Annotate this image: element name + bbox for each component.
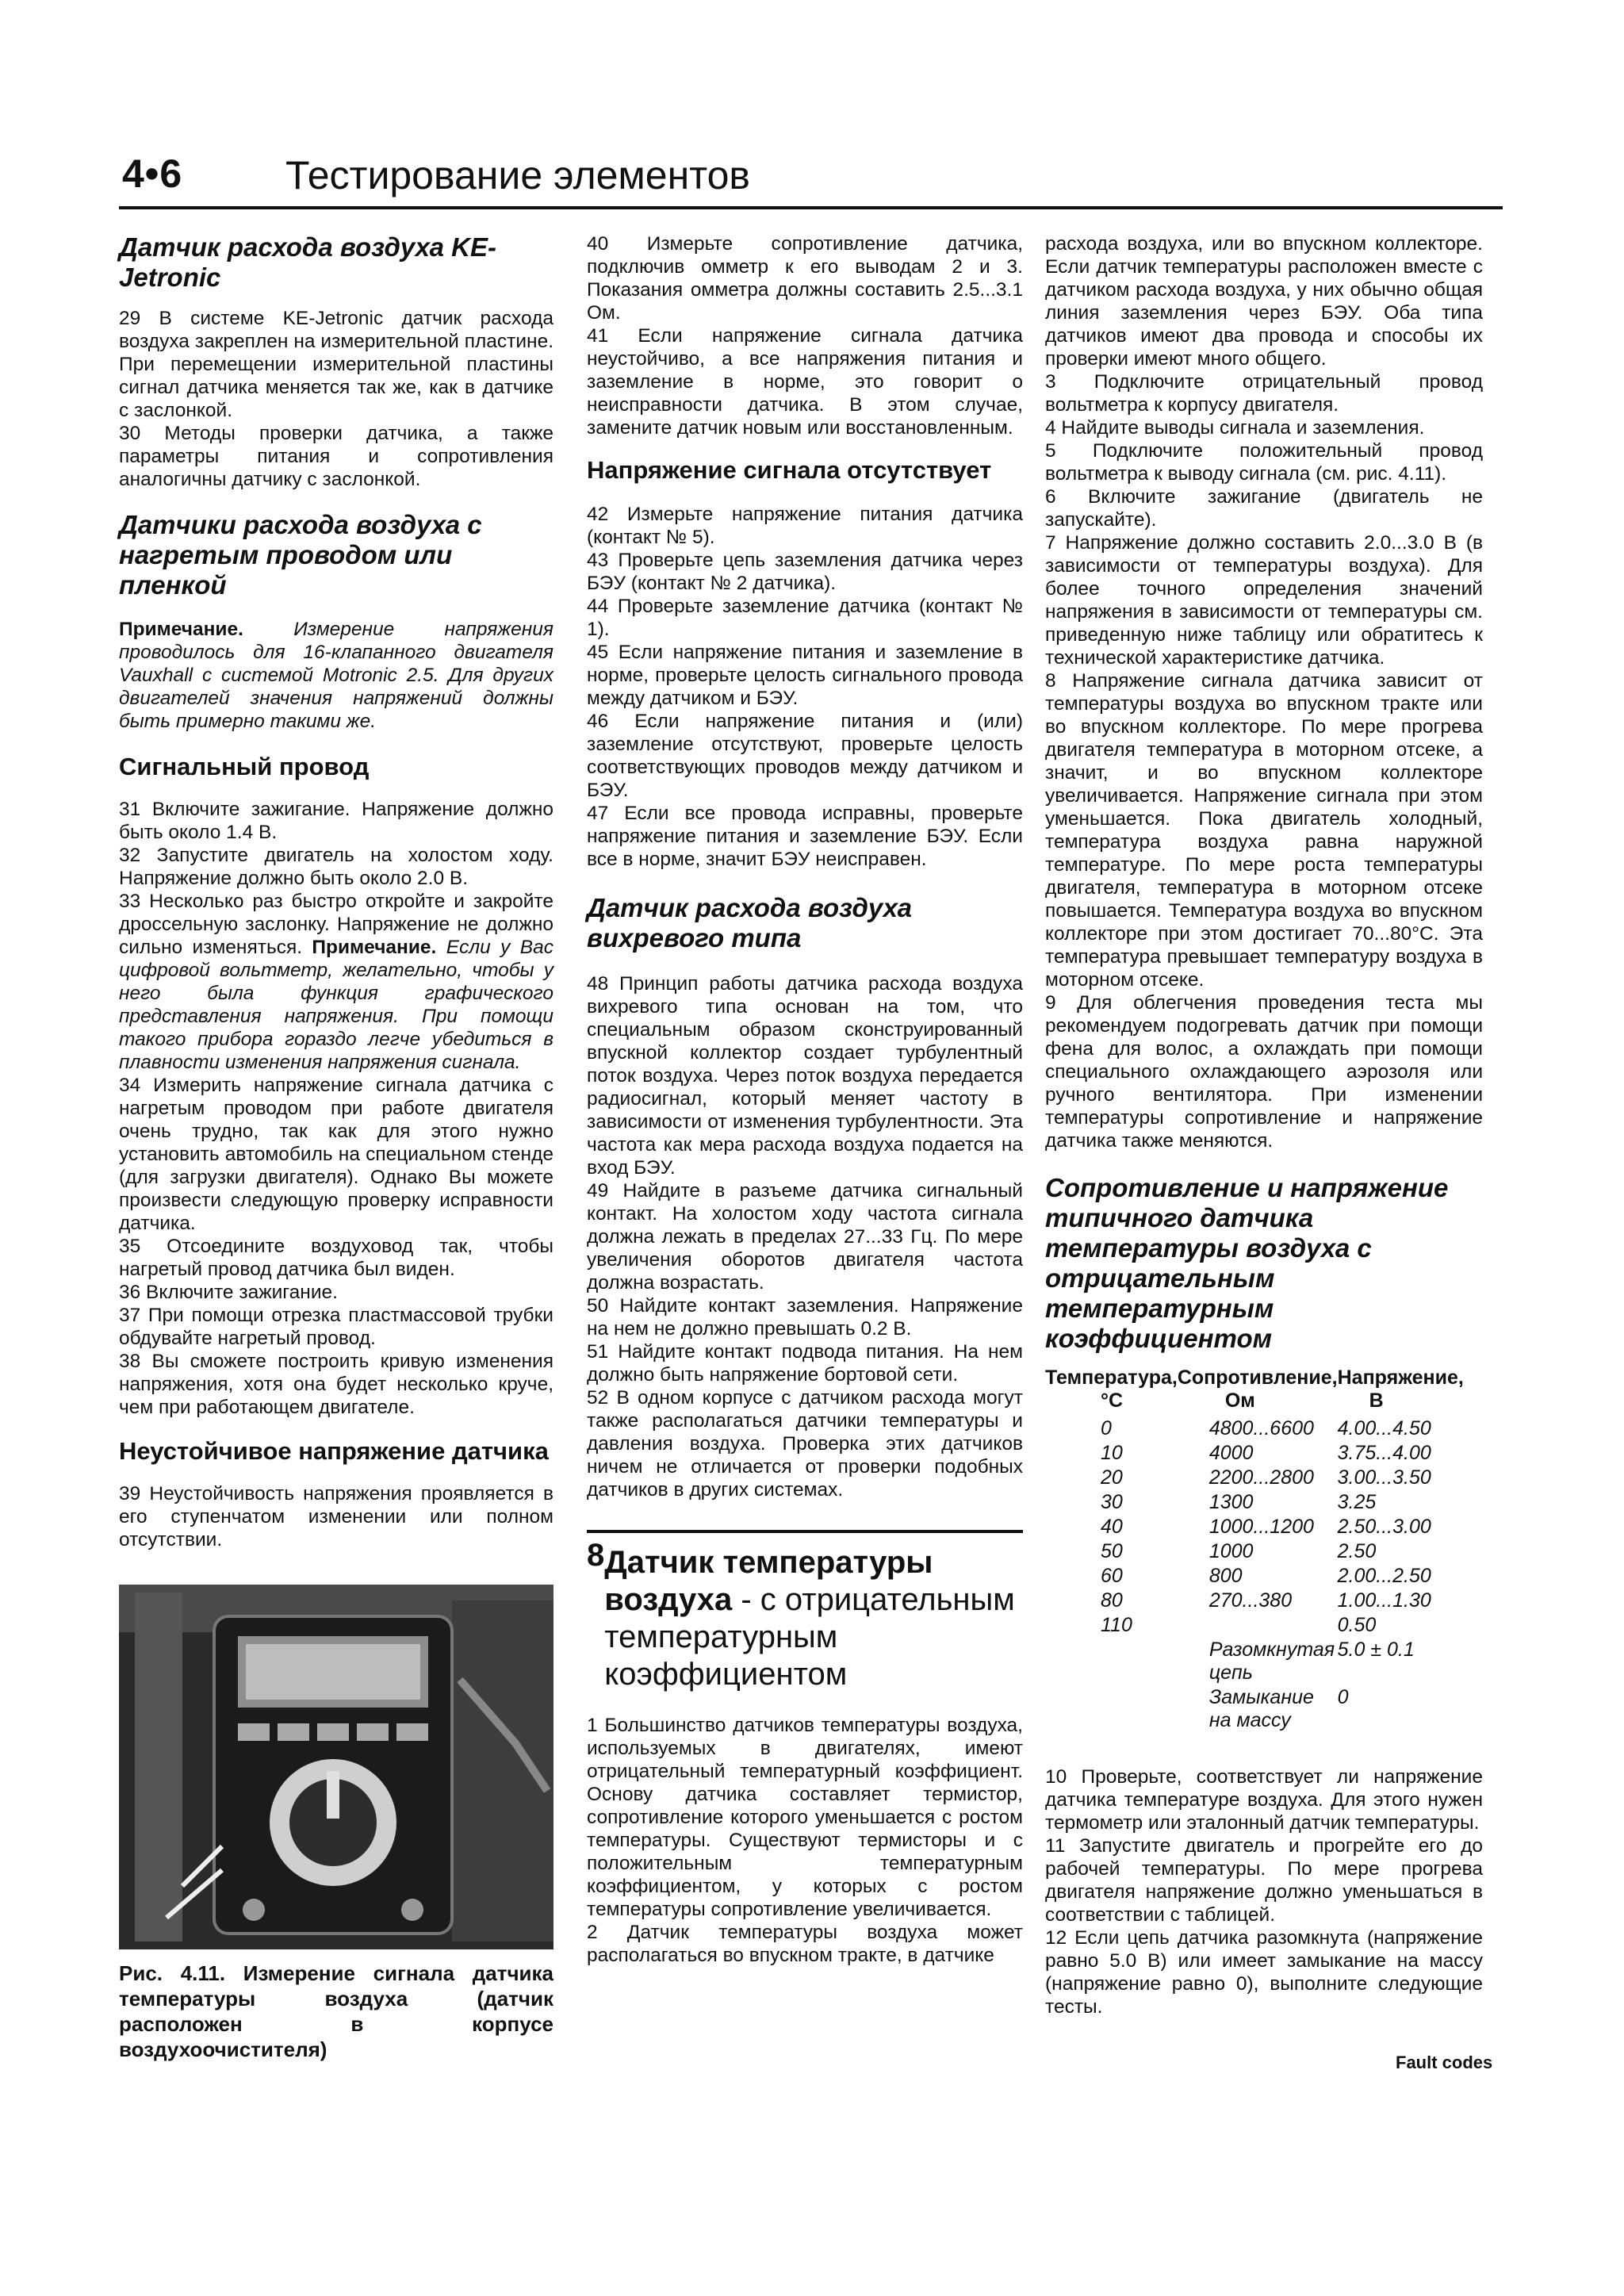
cell-resistance: 800 bbox=[1208, 1565, 1243, 1587]
heading-unstable: Неустойчивое напряжение датчика bbox=[119, 1437, 549, 1465]
para-2-continued: расхода воздуха, или во впускном коллекторе. Если датчик температуры расположен вместе с датчиком расхода воздуха, у них обычно общая линия заземления через БЭУ. Оба типа датчиков имеют два провода и способы их проверки имеют много общего. bbox=[1045, 233, 1483, 370]
section-title bbox=[604, 1544, 1023, 1693]
table-row bbox=[1045, 1639, 1480, 1686]
para-42: 42 Измерьте напряжение питания датчика (контакт № 5). bbox=[587, 504, 1023, 548]
para-33-text: 33 Несколько раз быстро откройте и закройте дроссельную заслонку. Напряжение не должно сильно изменяться. bbox=[119, 891, 553, 958]
para-36: 36 Включите зажигание. bbox=[119, 1282, 338, 1303]
cell-temperature: 50 bbox=[1101, 1540, 1123, 1562]
th-res-unit: Ом bbox=[1224, 1389, 1255, 1412]
th-volt-unit: В bbox=[1369, 1389, 1384, 1412]
cell-resistance: 4800...6600 bbox=[1208, 1417, 1314, 1439]
cell-resistance: 2200...2800 bbox=[1208, 1466, 1314, 1489]
para-52: 52 В одном корпусе с датчиком расхода могут также располагаться датчики температуры и давления воздуха. Проверка этих датчиков ничем не отличается от проверки подобных датчиков в других системах. bbox=[587, 1387, 1023, 1501]
cell-temperature: 30 bbox=[1101, 1491, 1123, 1513]
page-number: 4•6 bbox=[122, 151, 183, 196]
cell-resistance: 270...380 bbox=[1208, 1589, 1293, 1612]
para-5: 5 Подключите положительный провод вольтметра к выводу сигнала (см. рис. 4.11). bbox=[1045, 440, 1483, 485]
para-1: 1 Большинство датчиков температуры воздуха, используемых в двигателях, имеют отрицательный температурный коэффициент. Основу датчика составляет термистор, сопротивление которого уменьшается с ростом температуры. Существуют термисторы и с положительным температурным коэффициентом, у которых с ростом температуры сопротивление увеличивается. bbox=[587, 1715, 1023, 1920]
para-30: 30 Методы проверки датчика, а также параметры питания и сопротивления аналогичны датчику с заслонкой. bbox=[119, 423, 553, 490]
cell-voltage: 4.00...4.50 bbox=[1337, 1417, 1431, 1439]
para-44: 44 Проверьте заземление датчика (контакт № 1). bbox=[587, 596, 1023, 640]
para-51: 51 Найдите контакт подвода питания. На нем должно быть напряжение бортовой сети. bbox=[587, 1341, 1023, 1386]
figure-caption: Рис. 4.11. Измерение сигнала датчика температуры воздуха (датчик расположен в корпусе воздухоочистителя) bbox=[119, 1961, 553, 2061]
para-12: 12 Если цепь датчика разомкнута (напряжение равно 5.0 В) или имеет замыкание на массу (напряжение равно 0), выполните следующие тесты. bbox=[1045, 1927, 1483, 2018]
figure-4-11-photo bbox=[119, 1585, 553, 1949]
cell-voltage: 5.0 ± 0.1 bbox=[1337, 1639, 1415, 1661]
cell-temperature: 40 bbox=[1101, 1516, 1123, 1538]
para-31: 31 Включите зажигание. Напряжение должно быть около 1.4 В. bbox=[119, 799, 553, 843]
table-row bbox=[1045, 1540, 1480, 1565]
section-title-bold: Датчик температуры воздуха bbox=[604, 1545, 933, 1617]
heading-no-signal: Напряжение сигнала отсутствует bbox=[587, 456, 992, 484]
cell-voltage: 2.50 bbox=[1337, 1540, 1377, 1562]
cell-voltage: 3.25 bbox=[1337, 1491, 1377, 1513]
para-29: 29 В системе KE-Jetronic датчик расхода воздуха закреплен на измерительной пластине. При перемещении измерительной пластины сигнал датчика меняется так же, как в датчике с заслонкой. bbox=[119, 308, 553, 421]
table-body bbox=[1045, 1417, 1480, 1734]
page-header bbox=[119, 149, 1503, 209]
para-40: 40 Измерьте сопротивление датчика, подключив омметр к его выводам 2 и 3. Показания омметра должны составить 2.5...3.1 Ом. bbox=[587, 233, 1023, 324]
para-50: 50 Найдите контакт заземления. Напряжение на нем не должно превышать 0.2 В. bbox=[587, 1295, 1023, 1340]
th-res-label: Сопротивление, bbox=[1177, 1366, 1338, 1389]
heading-hot-wire: Датчики расхода воздуха с нагретым проводом или пленкой bbox=[119, 510, 482, 600]
para-32: 32 Запустите двигатель на холостом ходу. Напряжение должно быть около 2.0 В. bbox=[119, 845, 553, 889]
para-33 bbox=[119, 890, 553, 1074]
table-header-temp bbox=[1045, 1366, 1178, 1417]
para-2: 2 Датчик температуры воздуха может располагаться во впускном тракте, в датчике bbox=[587, 1922, 1023, 1966]
th-temp-unit: °С bbox=[1101, 1389, 1124, 1412]
section-title-rest: - с отрицательным температурным коэффициентом bbox=[604, 1582, 1015, 1692]
para-6: 6 Включите зажигание (двигатель не запускайте). bbox=[1045, 486, 1483, 531]
cell-voltage: 0.50 bbox=[1337, 1614, 1377, 1636]
para-11: 11 Запустите двигатель и прогрейте его до рабочей температуры. По мере прогрева двигателя напряжение должно уменьшаться в соответствии с таблицей. bbox=[1045, 1835, 1483, 1926]
para-47: 47 Если все провода исправны, проверьте напряжение питания и заземление БЭУ. Если все в норме, значит БЭУ неисправен. bbox=[587, 803, 1023, 870]
section-8-header bbox=[587, 1530, 1023, 1693]
cell-voltage: 3.75...4.00 bbox=[1337, 1442, 1431, 1464]
para-4: 4 Найдите выводы сигнала и заземления. bbox=[1045, 417, 1425, 439]
cell-temperature bbox=[1045, 1686, 1178, 1734]
cell-temperature bbox=[1045, 1639, 1178, 1686]
column-2 bbox=[587, 232, 1023, 1967]
footer-fault-codes: Fault codes bbox=[1396, 2053, 1493, 2072]
page-title: Тестирование элементов bbox=[285, 153, 750, 197]
cell-resistance: 4000 bbox=[1208, 1442, 1254, 1464]
cell-resistance: 1000 bbox=[1208, 1540, 1254, 1562]
table-row bbox=[1045, 1565, 1480, 1589]
cell-temperature: 80 bbox=[1101, 1589, 1123, 1612]
th-temp-label: Температура, bbox=[1045, 1366, 1178, 1389]
para-41: 41 Если напряжение сигнала датчика неустойчиво, а все напряжения питания и заземление в норме, это говорит о неисправности датчика. В этом случае, замените датчик новым или восстановленным. bbox=[587, 325, 1023, 439]
cell-temperature: 110 bbox=[1101, 1614, 1132, 1636]
note-label: Примечание. bbox=[119, 619, 243, 640]
para-7: 7 Напряжение должно составить 2.0...3.0 В (в зависимости от температуры воздуха). Для более точного определения значений напряжения в зависимости от температуры см. приведенную ниже таблицу или обратитесь к технической характеристике датчика. bbox=[1045, 532, 1483, 669]
section-number: 8 bbox=[587, 1538, 605, 1573]
para-37: 37 При помощи отрезка пластмассовой трубки обдувайте нагретый провод. bbox=[119, 1305, 553, 1349]
cell-voltage: 3.00...3.50 bbox=[1337, 1466, 1431, 1489]
note-text: Измерение напряжения проводилось для 16-клапанного двигателя Vauxhall с системой Motronic 2.5. Для других двигателей значения напряжений должны быть примерно такими же. bbox=[119, 619, 553, 732]
para-10: 10 Проверьте, соответствует ли напряжение датчика температуре воздуха. Для этого нужен термометр или эталонный датчик температуры. bbox=[1045, 1766, 1483, 1834]
cell-resistance: 1000...1200 bbox=[1208, 1516, 1314, 1538]
cell-voltage: 2.00...2.50 bbox=[1337, 1565, 1431, 1587]
th-volt-label: Напряжение, bbox=[1337, 1366, 1464, 1389]
cell-voltage: 2.50...3.00 bbox=[1337, 1516, 1431, 1538]
para-8: 8 Напряжение сигнала датчика зависит от температуры воздуха во впускном тракте или во впускном коллекторе. По мере прогрева двигателя температура в моторном отсеке, а значит, и во впускном коллекторе увеличивается. Напряжение сигнала при этом уменьшается. Пока двигатель холодный, температура воздуха равна наружной температуре. По мере роста температуры двигателя, температура в моторном отсеке повышается. Температура воздуха во впускном коллекторе при этом достигает 70...80°С. Эта температура превышает температуру воздуха в моторном отсеке. bbox=[1045, 670, 1483, 991]
heading-ke-jetronic: Датчик расхода воздуха KE-Jetronic bbox=[119, 232, 496, 292]
cell-voltage: 0 bbox=[1337, 1686, 1349, 1708]
cell-temperature: 60 bbox=[1101, 1565, 1123, 1587]
table-row bbox=[1045, 1442, 1480, 1466]
para-9: 9 Для облегчения проведения теста мы рекомендуем подогревать датчик при помощи фена для волос, а охлаждать при помощи специального охлаждающего аэрозоля или ручного вентилятора. При изменении температуры сопротивление и напряжение датчика также меняются. bbox=[1045, 992, 1483, 1152]
para-48: 48 Принцип работы датчика расхода воздуха вихревого типа основан на том, что специальным образом сконструированный впускной коллектор создает турбулентный поток воздуха. Через поток воздуха передается радиосигнал, который меняет частоту в зависимости от изменения турбулентности. Эта частота как мера расхода воздуха подается на вход БЭУ. bbox=[587, 973, 1023, 1179]
table-row bbox=[1045, 1417, 1480, 1442]
table-row bbox=[1045, 1516, 1480, 1540]
heading-table: Сопротивление и напряжение типичного датчика температуры воздуха с отрицательным температурным коэффициентом bbox=[1045, 1173, 1449, 1353]
heading-vortex: Датчик расхода воздуха вихревого типа bbox=[587, 893, 912, 953]
table-header-resistance bbox=[1178, 1366, 1338, 1417]
cell-temperature: 0 bbox=[1101, 1417, 1112, 1439]
table-header-row bbox=[1045, 1366, 1480, 1417]
cell-resistance: Разомкнутая цепь bbox=[1208, 1639, 1335, 1684]
cell-resistance bbox=[1178, 1614, 1338, 1639]
para-45: 45 Если напряжение питания и заземление в норме, проверьте целость сигнального провода между датчиком и БЭУ. bbox=[587, 642, 1023, 709]
note-hot-wire bbox=[119, 618, 553, 733]
para-46: 46 Если напряжение питания и (или) заземление отсутствуют, проверьте целость соответствующих проводов между датчиком и БЭУ. bbox=[587, 711, 1023, 801]
table-row bbox=[1045, 1686, 1480, 1734]
para-43: 43 Проверьте цепь заземления датчика через БЭУ (контакт № 2 датчика). bbox=[587, 550, 1023, 594]
table-row bbox=[1045, 1614, 1480, 1639]
cell-voltage: 1.00...1.30 bbox=[1337, 1589, 1431, 1612]
cell-resistance: Замыкание на массу bbox=[1208, 1686, 1314, 1731]
column-1 bbox=[119, 232, 553, 2062]
para-49: 49 Найдите в разъеме датчика сигнальный контакт. На холостом ходу частота сигнала должна лежать в пределах 27...33 Гц. По мере увеличения оборотов двигателя частота должна возрастать. bbox=[587, 1180, 1023, 1294]
table-row bbox=[1045, 1466, 1480, 1491]
table-header-voltage bbox=[1338, 1366, 1480, 1417]
table-row bbox=[1045, 1491, 1480, 1516]
temperature-table bbox=[1045, 1366, 1480, 1734]
column-3 bbox=[1045, 232, 1483, 2018]
heading-signal-wire: Сигнальный провод bbox=[119, 753, 370, 780]
cell-resistance: 1300 bbox=[1208, 1491, 1254, 1513]
table-row bbox=[1045, 1589, 1480, 1614]
multimeter-illustration bbox=[119, 1585, 553, 1949]
cell-temperature: 10 bbox=[1101, 1442, 1123, 1464]
para-33-note-text: Если у Вас цифровой вольтметр, желательно, чтобы у него была функция графического представления напряжения. При помощи такого прибора гораздо легче убедиться в плавности изменения напряжения сигнала. bbox=[119, 937, 553, 1073]
para-35: 35 Отсоедините воздуховод так, чтобы нагретый провод датчика был виден. bbox=[119, 1236, 553, 1280]
para-38: 38 Вы сможете построить кривую изменения напряжения, хотя она будет несколько круче, чем при работающем двигателе. bbox=[119, 1351, 553, 1418]
para-33-note-label: Примечание. bbox=[312, 937, 437, 958]
para-34: 34 Измерить напряжение сигнала датчика с нагретым проводом при работе двигателя очень трудно, так как для этого нужно установить автомобиль на специальном стенде (для загрузки двигателя). Однако Вы можете произвести следующую проверку исправности датчика. bbox=[119, 1075, 553, 1234]
cell-temperature: 20 bbox=[1101, 1466, 1123, 1489]
para-39: 39 Неустойчивость напряжения проявляется в его ступенчатом изменении или полном отсутствии. bbox=[119, 1483, 553, 1550]
para-3: 3 Подключите отрицательный провод вольтметра к корпусу двигателя. bbox=[1045, 371, 1483, 416]
